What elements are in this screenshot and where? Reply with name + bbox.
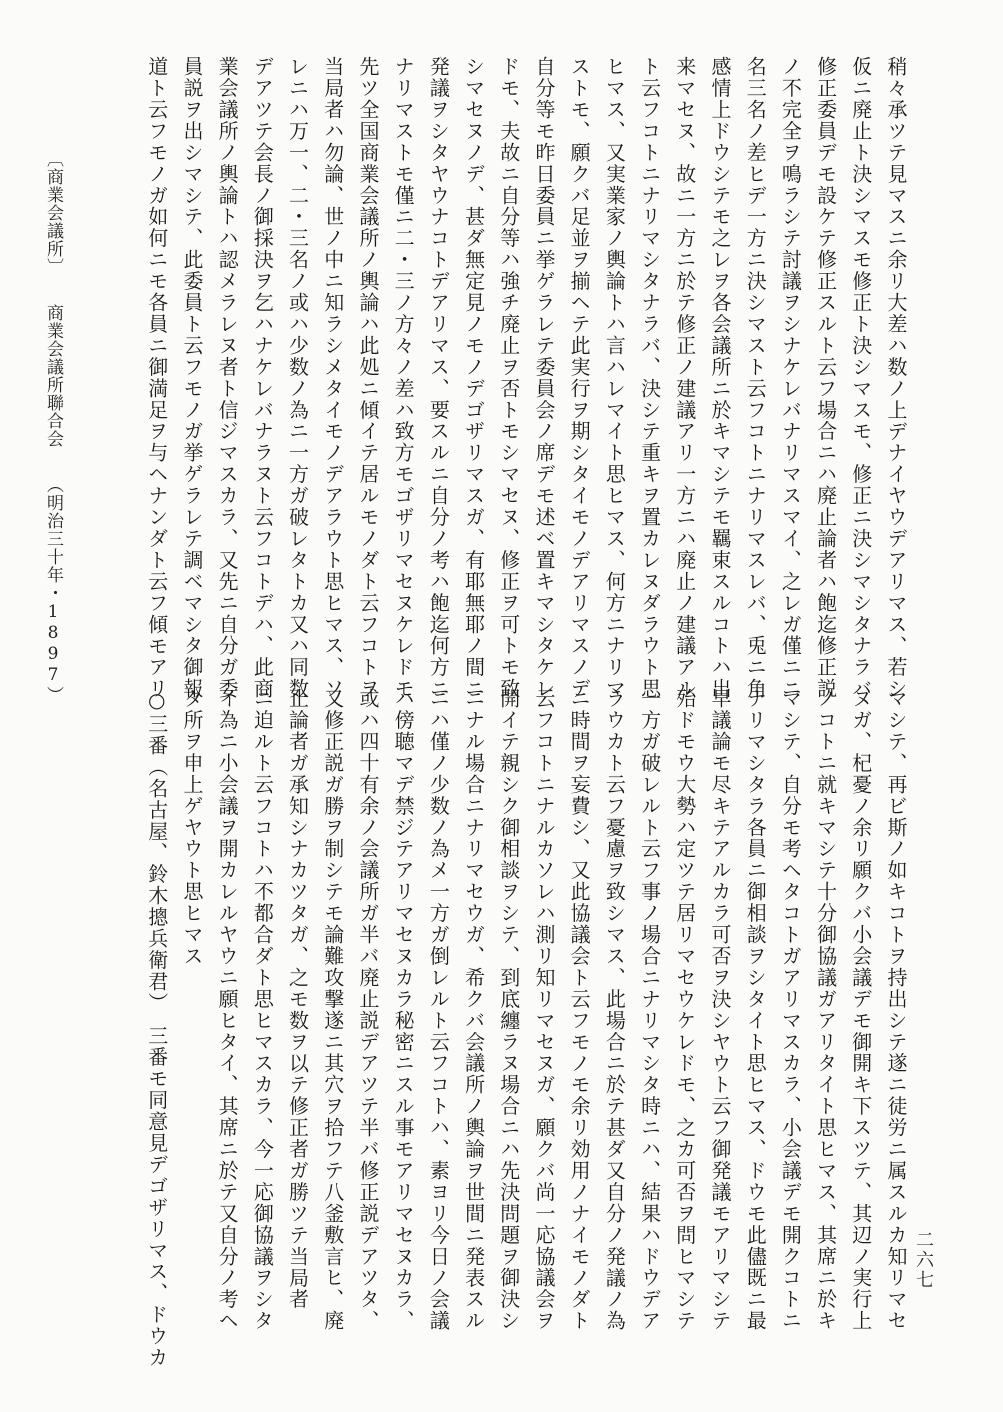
footer-title: 商業会議所聯合会 [43, 304, 63, 448]
text-line: ヒマス、又実業家ノ輿論トハ言ハレマイト思ヒマス、何方ニナリマ [602, 56, 627, 700]
text-line: 発議ヲシタヤウナコトデアリマス、要スルニ自分ノ考ハ飽迄何方ニ [426, 56, 451, 700]
text-line: ナリマシタラ各員ニ御相談ヲシタイト思ヒマス、ドウモ此儘既ニ最 [743, 688, 768, 1332]
text-line: ト云フコトニナリマシタナラバ、決シテ重キヲ置カレヌダラウト思 [637, 56, 662, 700]
text-line: ニナル場合ニナリマセウガ、希クバ会議所ノ輿論ヲ世間ニ発表スル [461, 688, 486, 1332]
text-line: ニハ僅ノ少数ノ為メ一方ガ倒レルト云フコトハ、素ヨリ今日ノ会議 [426, 688, 451, 1332]
text-line: ノコトニ就キマシテ十分御協議ガアリタイト思ヒマス、其席ニ於キ [813, 688, 838, 1332]
text-line: マシテ、自分モ考ヘタコトガアリマスカラ、小会議デモ開クコトニ [778, 688, 803, 1332]
text-line: 道ト云フモノガ如何ニモ各員ニ御満足ヲ与ヘナンダト云フ傾モアリ [144, 56, 169, 700]
running-footer [38, 150, 66, 710]
text-line: 早議論モ尽キテアルカラ可否ヲ決シヤウト云フ御発議モアリマシテ [707, 688, 732, 1332]
text-line: 仮ニ廃止ト決シマスモ修正ト決シマスモ、修正ニ決シマシタナラバ [848, 56, 873, 700]
text-line: ハ傍聴マデ禁ジテアリマセヌカラ秘密ニスル事モアリマセヌカラ、 [391, 688, 416, 1332]
text-line: 感情上ドウシテモ之レヲ各会議所ニ於キマシテモ羈束スルコトハ出 [707, 56, 732, 700]
text-line: ニ時間ヲ妄費シ、又此協議会ト云フモノモ余リ効用ノナイモノダト [567, 688, 592, 1332]
text-line: ストモ、願クバ足並ヲ揃ヘテ此実行ヲ期シタイモノデアリマスノデ [567, 56, 592, 700]
text-line: シマセヌノデ、甚ダ無定見ノモノデゴザリマスガ、有耶無耶ノ間ニ [461, 56, 486, 700]
speaker-line: ○三番（名古屋、鈴木摠兵衛君） 三番モ同意見デゴザリマス、ドウカ [144, 688, 169, 1369]
text-line: 当局者ハ勿論、世ノ中ニ知ラシメタイモノデアラウト思ヒマス、ソ [320, 56, 345, 700]
text-line: 自分等モ昨日委員ニ挙ゲラレテ委員会ノ席デモ述ベ置キマシタケレ [531, 56, 556, 700]
text-line: 或ハ四十有余ノ会議所ガ半バ廃止説デアツテ半バ修正説デアツタ、 [355, 688, 380, 1332]
text-line: 止論者ガ承知シナカツタガ、之モ数ヲ以テ修正者ガ勝ツテ当局者 [285, 688, 310, 1311]
text-line: イ為ニ小会議ヲ開カレルヤウニ願ヒタイ、其席ニ於テ又自分ノ考ヘ [215, 688, 240, 1332]
text-line: タ所ヲ申上ゲヤウト思ヒマス [179, 688, 204, 967]
text-line: ラウカト云フ憂慮ヲ致シマス、此場合ニ於テ甚ダ又自分ノ発議ノ為 [602, 688, 627, 1332]
upper-text-block [113, 56, 913, 700]
text-line: ニ迫ルト云フコトハ不都合ダト思ヒマスカラ、今一応御協議ヲシタ [250, 688, 275, 1332]
text-line: ヌガ、杞憂ノ余リ願クバ小会議デモ御開キ下スツテ、其辺ノ実行上 [848, 688, 873, 1332]
footer-year: （明治三十年・1897） [43, 476, 63, 704]
text-line: 稍々承ツテ見マスニ余リ大差ハ数ノ上デナイヤウデアリマス、若シ [884, 56, 908, 700]
text-line: 名三名ノ差ヒデ一方ニ決シマスト云フコトニナリマスレバ、兎ニ角 [743, 56, 768, 700]
text-line: 開イテ親シク御相談ヲシテ、到底纏ラヌ場合ニハ先決問題ヲ御決シ [496, 688, 521, 1332]
text-line: 来マセヌ、故ニ一方ニ於テ修正ノ建議アリ一方ニハ廃止ノ建議アル [672, 56, 697, 700]
text-line: 業会議所ノ輿論トハ認メラレヌ者ト信ジマスカラ、又先ニ自分ガ委 [215, 56, 240, 700]
footer-source: 〔商業会議所〕 [43, 150, 63, 276]
text-line: 員説ヲ出シマシテ、此委員ト云フモノガ挙ゲラレテ調ベマシタ御報 [179, 56, 204, 700]
text-line: 云フコトニナルカソレハ測リ知リマセヌガ、願クバ尚一応協議会ヲ [531, 688, 556, 1332]
text-line: 先ツ全国商業会議所ノ輿論ハ此処ニ傾イテ居ルモノダト云フコトヲ [355, 56, 380, 700]
text-line: 修正委員デモ設ケテ修正スルト云フ場合ニハ廃止論者ハ飽迄修正説 [813, 56, 838, 700]
text-line: マシテ、再ビ斯ノ如キコトヲ持出シテ遂ニ徒労ニ属スルカ知リマセ [884, 688, 908, 1332]
text-line: デアツテ会長ノ御採決ヲ乞ハナケレバナラヌト云フコトデハ、此商 [250, 56, 275, 700]
text-line: 殆ドモウ大勢ハ定ツテ居リマセウケレドモ、之カ可否ヲ問ヒマシテ [672, 688, 697, 1332]
text-line: レニハ万一、二・三名ノ或ハ少数ノ為ニ一方ガ破レタトカ又ハ同数 [285, 56, 310, 700]
text-line: ドモ、夫故ニ自分等ハ強チ廃止ヲ否トモシマセヌ、修正ヲ可トモ致 [496, 56, 521, 700]
text-line: 又修正説ガ勝ヲ制シテモ論難攻撃遂ニ其穴ヲ拾フテ八釜敷言ヒ、廃 [320, 688, 345, 1332]
text-line: ナリマストモ僅ニ二・三ノ方々ノ差ハ致方モゴザリマセヌケレドモ [391, 56, 416, 700]
lower-text-block [113, 688, 913, 1369]
text-line: ノ不完全ヲ鳴ラシテ討議ヲシナケレバナリマスマイ、之レガ僅ニニ [778, 56, 803, 700]
text-line: 一方ガ破レルト云フ事ノ場合ニナリマシタ時ニハ、結果ハドウデア [637, 688, 662, 1332]
page-number: 二六七 [913, 1230, 934, 1290]
